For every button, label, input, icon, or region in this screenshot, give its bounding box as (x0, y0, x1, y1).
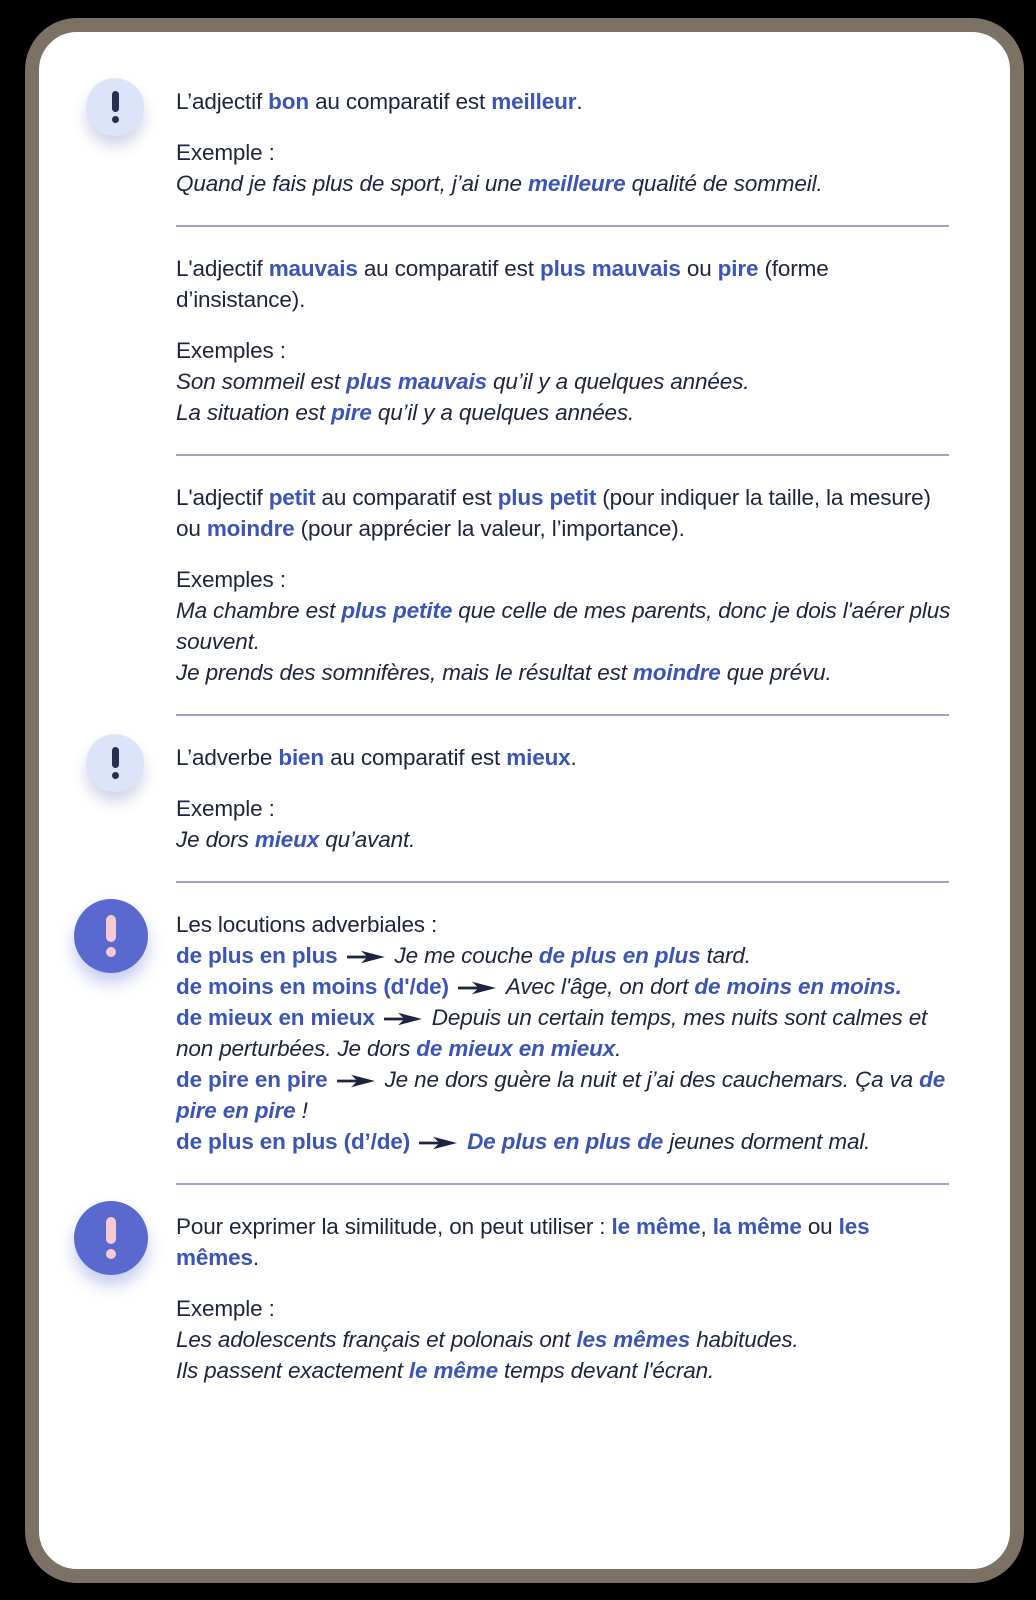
text-segment: , (700, 1214, 713, 1239)
text-segment: qu’il y a quelques années. (371, 400, 635, 425)
lesson-content (39, 32, 1010, 1386)
text-segment: de moins en moins. (694, 974, 902, 999)
locution-item (176, 940, 951, 971)
text-segment: les mêmes (576, 1327, 691, 1352)
text-segment: de plus en plus (538, 943, 701, 968)
text-segment: Je prends des somnifères, mais le résultat est (176, 660, 633, 685)
icon-column (39, 1211, 176, 1386)
exclamation-bar (112, 747, 119, 768)
icon-column (39, 253, 176, 428)
text-segment: pire (331, 400, 372, 425)
text-segment: . (570, 745, 577, 770)
section-divider (176, 714, 949, 716)
text-segment: ou (680, 256, 718, 281)
section-heading (176, 482, 951, 544)
section-1 (39, 86, 1010, 199)
text-segment: que prévu. (720, 660, 832, 685)
exclamation-dot (106, 1249, 116, 1259)
example-line (176, 1324, 951, 1355)
exclamation-icon (74, 899, 148, 973)
example-label: Exemple : (176, 796, 275, 821)
section-heading (176, 253, 951, 315)
text-segment: le même (408, 1358, 498, 1383)
icon-column (39, 86, 176, 199)
example-block (176, 335, 951, 428)
text-segment: tard. (700, 943, 751, 968)
text-segment: L’adverbe (176, 745, 279, 770)
text-segment: mieux (506, 745, 571, 770)
text-segment: plus petit (497, 485, 597, 510)
example-line (176, 366, 951, 397)
example-line (176, 168, 951, 199)
text-segment: Je dors (176, 827, 255, 852)
locution-item (176, 1126, 951, 1157)
section-5 (39, 909, 1010, 1157)
text-segment: Pour exprimer la similitude, on peut utiliser : (176, 1214, 612, 1239)
text-segment: (forme d’insistance). (176, 256, 829, 312)
text-segment: La situation est (176, 400, 332, 425)
text-segment: Ma chambre est (176, 598, 342, 623)
exclamation-bar (106, 915, 116, 942)
section-heading (176, 86, 951, 117)
exclamation-icon (74, 1201, 148, 1275)
text-segment: qu’avant. (319, 827, 416, 852)
section-heading (176, 742, 951, 773)
text-segment: les mêmes (176, 1214, 870, 1270)
locution-term: de moins en moins (d'/de) (176, 974, 449, 999)
sections (39, 86, 1010, 1386)
exclamation-icon (86, 734, 144, 792)
example-line (176, 397, 951, 428)
section-body (176, 482, 951, 688)
section-body (176, 1211, 951, 1386)
example-label: Exemples : (176, 567, 286, 592)
section-divider (176, 225, 949, 227)
text-segment: Les locutions adverbiales : (176, 912, 438, 937)
example-block (176, 137, 951, 199)
example-line (176, 595, 951, 657)
text-segment: De plus en plus de (467, 1129, 664, 1154)
section-divider (176, 881, 949, 883)
locution-item (176, 971, 951, 1002)
section-4 (39, 742, 1010, 855)
section-divider (176, 1183, 949, 1185)
locution-item (176, 1002, 951, 1064)
icon-column (39, 909, 176, 1157)
text-segment: que celle de mes parents, donc je dois l'aérer plus souvent. (176, 598, 951, 654)
arrow-right-icon (457, 981, 497, 995)
example-block (176, 1293, 951, 1386)
text-segment: au comparatif est (357, 256, 540, 281)
text-segment: Je me couche (394, 943, 539, 968)
locution-item (176, 1064, 951, 1126)
text-segment: (pour apprécier la valeur, l’importance). (294, 516, 685, 541)
text-segment: Quand je fais plus de sport, j’ai une (176, 171, 529, 196)
text-segment: mauvais (268, 256, 358, 281)
text-segment: meilleure (528, 171, 626, 196)
section-2 (39, 253, 1010, 428)
text-segment: au comparatif est (324, 745, 507, 770)
exclamation-icon (86, 78, 144, 136)
example-line (176, 1355, 951, 1386)
exclamation-dot (112, 116, 119, 123)
text-segment: ou (801, 1214, 839, 1239)
arrow-right-icon (336, 1074, 376, 1088)
section-3 (39, 482, 1010, 688)
text-segment: plus mauvais (539, 256, 681, 281)
text-segment: meilleur (491, 89, 577, 114)
example-label: Exemple : (176, 140, 275, 165)
text-segment: la même (712, 1214, 802, 1239)
text-segment: . (576, 89, 583, 114)
text-segment: qualité de sommeil. (625, 171, 823, 196)
text-segment: le même (611, 1214, 701, 1239)
arrow-right-icon (346, 950, 386, 964)
section-body (176, 253, 951, 428)
locution-term: de plus en plus (176, 943, 338, 968)
text-segment: . (252, 1245, 259, 1270)
text-segment: L'adjectif (176, 485, 269, 510)
example-line (176, 824, 951, 855)
text-segment: de pire en pire (176, 1067, 946, 1123)
text-segment: L'adjectif (176, 256, 269, 281)
lesson-card (25, 18, 1024, 1583)
example-label: Exemples : (176, 338, 286, 363)
locution-term: de pire en pire (176, 1067, 328, 1092)
icon-column (39, 482, 176, 688)
text-segment: moindre (206, 516, 295, 541)
section-6 (39, 1211, 1010, 1386)
text-segment: Avec l'âge, on dort (505, 974, 695, 999)
text-segment: Ils passent exactement (176, 1358, 409, 1383)
text-segment: jeunes dorment mal. (663, 1129, 871, 1154)
text-segment: Son sommeil est (176, 369, 347, 394)
text-segment: plus petite (341, 598, 453, 623)
text-segment: habitudes. (690, 1327, 799, 1352)
section-body (176, 742, 951, 855)
text-segment: ! (295, 1098, 308, 1123)
text-segment: qu’il y a quelques années. (486, 369, 750, 394)
arrow-right-icon (383, 1012, 423, 1026)
exclamation-bar (112, 91, 119, 112)
icon-column (39, 742, 176, 855)
section-body (176, 909, 951, 1157)
example-line (176, 657, 951, 688)
locution-term: de mieux en mieux (176, 1005, 375, 1030)
text-segment: (pour indiquer la taille, la mesure) ou (176, 485, 931, 541)
exclamation-dot (106, 947, 116, 957)
text-segment: Je ne dors guère la nuit et j’ai des cauchemars. Ça va (384, 1067, 920, 1092)
text-segment: de mieux en mieux (416, 1036, 616, 1061)
text-segment: Depuis un certain temps, mes nuits sont calmes et non perturbées. Je dors (176, 1005, 928, 1061)
arrow-right-icon (418, 1136, 458, 1150)
section-heading (176, 909, 951, 940)
text-segment: mieux (254, 827, 320, 852)
example-block (176, 564, 951, 688)
text-segment: . (615, 1036, 622, 1061)
section-heading (176, 1211, 951, 1273)
text-segment: plus mauvais (346, 369, 487, 394)
section-divider (176, 454, 949, 456)
exclamation-bar (106, 1217, 116, 1244)
text-segment: bien (278, 745, 324, 770)
text-segment: Les adolescents français et polonais ont (176, 1327, 577, 1352)
text-segment: pire (717, 256, 759, 281)
exclamation-dot (112, 772, 119, 779)
text-segment: au comparatif est (308, 89, 492, 114)
locution-term: de plus en plus (d’/de) (176, 1129, 411, 1154)
text-segment: petit (268, 485, 316, 510)
text-segment: au comparatif est (315, 485, 498, 510)
example-block (176, 793, 951, 855)
text-segment: bon (268, 89, 309, 114)
text-segment: L’adjectif (176, 89, 269, 114)
section-body (176, 86, 951, 199)
text-segment: moindre (632, 660, 721, 685)
example-label: Exemple : (176, 1296, 275, 1321)
text-segment: temps devant l'écran. (497, 1358, 715, 1383)
